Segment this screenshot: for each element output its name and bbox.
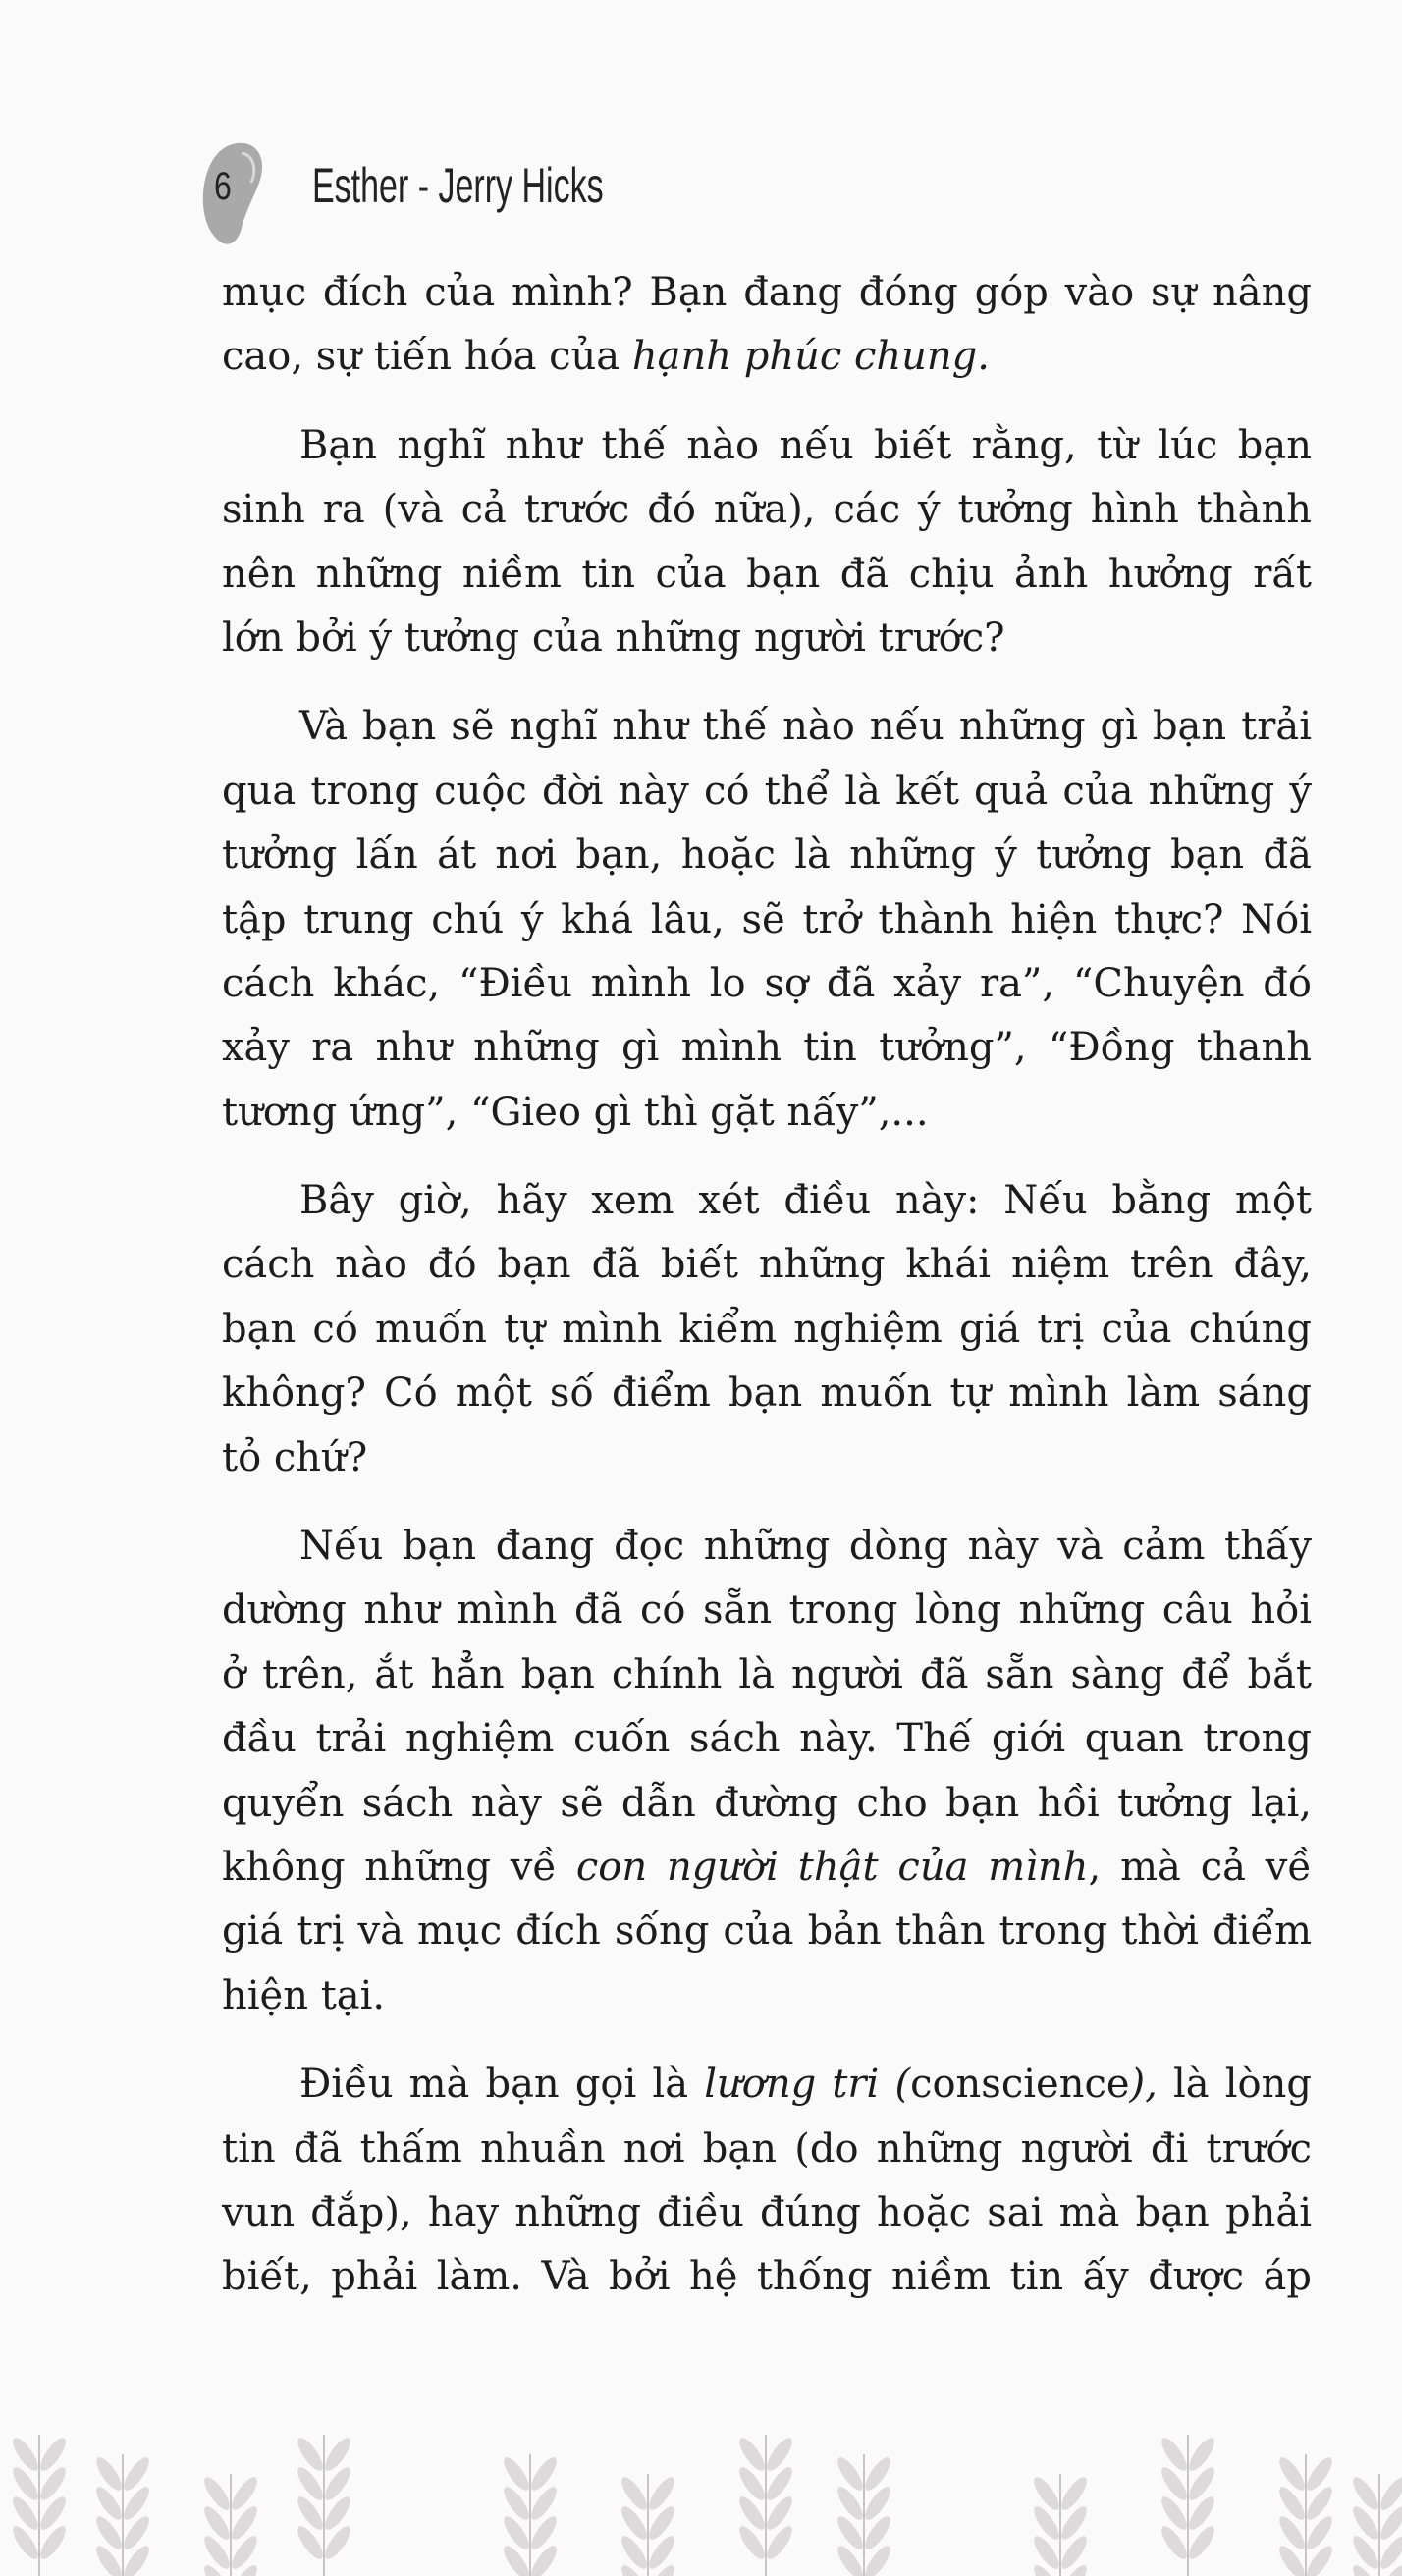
text-run: tưởng lấn át nơi bạn, hoặc là những ý tưởng bạn đã bbox=[222, 832, 1312, 879]
text-line bbox=[222, 325, 1312, 389]
italic-text: hạnh phúc chung. bbox=[631, 334, 990, 380]
leaf-sprig-icon bbox=[9, 2435, 70, 2576]
text-run: Bây giờ, hãy xem xét điều này: Nếu bằng một bbox=[299, 1178, 1312, 1224]
leaf-sprig-icon bbox=[1158, 2435, 1218, 2576]
text-line bbox=[222, 1515, 1312, 1579]
text-run: không những về bbox=[222, 1844, 576, 1890]
leaf-sprig-icon bbox=[1030, 2474, 1091, 2576]
leaf-sprig-icon bbox=[1349, 2474, 1402, 2576]
text-run: dường như mình đã có sẵn trong lòng những câu hỏi bbox=[222, 1587, 1312, 1634]
text-run: Nếu bạn đang đọc những dòng này và cảm thấy bbox=[299, 1524, 1312, 1570]
text-run: bạn có muốn tự mình kiểm nghiệm giá trị của chúng bbox=[222, 1306, 1312, 1352]
text-run: xảy ra như những gì mình tin tưởng”, “Đồng thanh bbox=[222, 1025, 1312, 1071]
page-number-badge bbox=[198, 139, 267, 249]
text-run: là lòng bbox=[1157, 2062, 1313, 2108]
text-run: sinh ra (và cả trước đó nữa), các ý tưởng hình thành bbox=[222, 487, 1312, 533]
text-run: tin đã thấm nhuần nơi bạn (do những người đi trước bbox=[222, 2125, 1312, 2172]
text-run: nên những niềm tin của bạn đã chịu ảnh hưởng rất bbox=[222, 551, 1312, 597]
text-run: cách khác, “Điều mình lo sợ đã xảy ra”, “Chuyện đó bbox=[222, 960, 1312, 1006]
paragraph bbox=[222, 1169, 1312, 1490]
text-line bbox=[222, 2181, 1312, 2245]
body-text bbox=[222, 261, 1312, 2310]
leaf-sprig-icon bbox=[834, 2454, 894, 2576]
text-run: đầu trải nghiệm cuốn sách này. Thế giới quan trong bbox=[222, 1716, 1312, 1762]
paragraph bbox=[222, 695, 1312, 1145]
text-line bbox=[222, 760, 1312, 824]
leaf-sprig-icon bbox=[618, 2474, 678, 2576]
leaf-sprig-icon bbox=[1275, 2454, 1336, 2576]
text-line bbox=[222, 1426, 1312, 1490]
italic-text: ), bbox=[1129, 2062, 1158, 2108]
page-number: 6 bbox=[214, 165, 232, 208]
text-run: tương ứng”, “Gieo gì thì gặt nấy”,... bbox=[222, 1089, 929, 1135]
text-line bbox=[222, 695, 1312, 759]
text-line bbox=[222, 1233, 1312, 1297]
text-line bbox=[222, 1836, 1312, 1900]
text-run: lớn bởi ý tưởng của những người trước? bbox=[222, 615, 1005, 661]
paragraph bbox=[222, 261, 1312, 390]
text-line bbox=[222, 888, 1312, 952]
text-run: vun đắp), hay những điều đúng hoặc sai mà bạn phải bbox=[222, 2189, 1312, 2235]
text-line bbox=[222, 2245, 1312, 2309]
text-line bbox=[222, 1643, 1312, 1707]
text-line bbox=[222, 2118, 1312, 2181]
leaf-sprig-icon bbox=[92, 2454, 153, 2576]
leaf-border-decoration bbox=[0, 2395, 1402, 2576]
paragraph bbox=[222, 2053, 1312, 2310]
text-run: không? Có một số điểm bạn muốn tự mình làm sáng bbox=[222, 1370, 1312, 1417]
text-line bbox=[222, 1772, 1312, 1836]
text-line bbox=[222, 1298, 1312, 1362]
text-line bbox=[222, 1081, 1312, 1145]
text-line bbox=[222, 543, 1312, 607]
text-line bbox=[222, 1169, 1312, 1233]
text-run: hiện tại. bbox=[222, 1972, 386, 2018]
italic-text: con người thật của mình bbox=[575, 1844, 1089, 1890]
text-line bbox=[222, 1900, 1312, 1963]
text-run: Bạn nghĩ như thế nào nếu biết rằng, từ lúc bạn bbox=[299, 422, 1312, 468]
text-line bbox=[222, 2053, 1312, 2117]
text-run: , mà cả về bbox=[1088, 1844, 1313, 1890]
running-head: Esther - Jerry Hicks bbox=[312, 158, 604, 213]
text-line bbox=[222, 478, 1312, 542]
text-run: Và bạn sẽ nghĩ như thế nào nếu những gì bạn trải bbox=[299, 704, 1312, 750]
text-line bbox=[222, 1964, 1312, 2028]
paragraph bbox=[222, 1515, 1312, 2028]
text-run: ở trên, ắt hẳn bạn chính là người đã sẵn sàng để bắt bbox=[222, 1651, 1312, 1697]
text-run: tỏ chứ? bbox=[222, 1434, 368, 1480]
leaf-sprig-icon bbox=[294, 2435, 354, 2576]
italic-text: lương tri ( bbox=[704, 2062, 911, 2108]
text-line bbox=[222, 1707, 1312, 1771]
text-run: qua trong cuộc đời này có thể là kết quả của những ý bbox=[222, 768, 1312, 814]
text-line bbox=[222, 824, 1312, 887]
text-line bbox=[222, 1016, 1312, 1080]
leaf-sprig-icon bbox=[500, 2454, 561, 2576]
leaf-sprig-icon bbox=[200, 2474, 261, 2576]
text-line bbox=[222, 1579, 1312, 1642]
leaf-sprig-icon bbox=[735, 2435, 796, 2576]
text-run: biết, phải làm. Và bởi hệ thống niềm tin ấy được áp bbox=[222, 2254, 1312, 2300]
text-run: conscience bbox=[910, 2062, 1130, 2108]
text-line bbox=[222, 952, 1312, 1016]
text-line bbox=[222, 607, 1312, 671]
paragraph bbox=[222, 414, 1312, 671]
text-run: giá trị và mục đích sống của bản thân trong thời điểm bbox=[222, 1908, 1312, 1955]
text-run: mục đích của mình? Bạn đang đóng góp vào sự nâng bbox=[222, 270, 1312, 315]
text-line bbox=[222, 414, 1312, 478]
text-run: tập trung chú ý khá lâu, sẽ trở thành hiện thực? Nói bbox=[222, 896, 1312, 942]
text-run: Điều mà bạn gọi là bbox=[299, 2062, 705, 2108]
text-run: cao, sự tiến hóa của bbox=[222, 334, 632, 380]
text-run: quyển sách này sẽ dẫn đường cho bạn hồi tưởng lại, bbox=[222, 1780, 1312, 1826]
text-line bbox=[222, 1362, 1312, 1425]
text-run: cách nào đó bạn đã biết những khái niệm trên đây, bbox=[222, 1242, 1312, 1288]
text-line bbox=[222, 261, 1312, 325]
